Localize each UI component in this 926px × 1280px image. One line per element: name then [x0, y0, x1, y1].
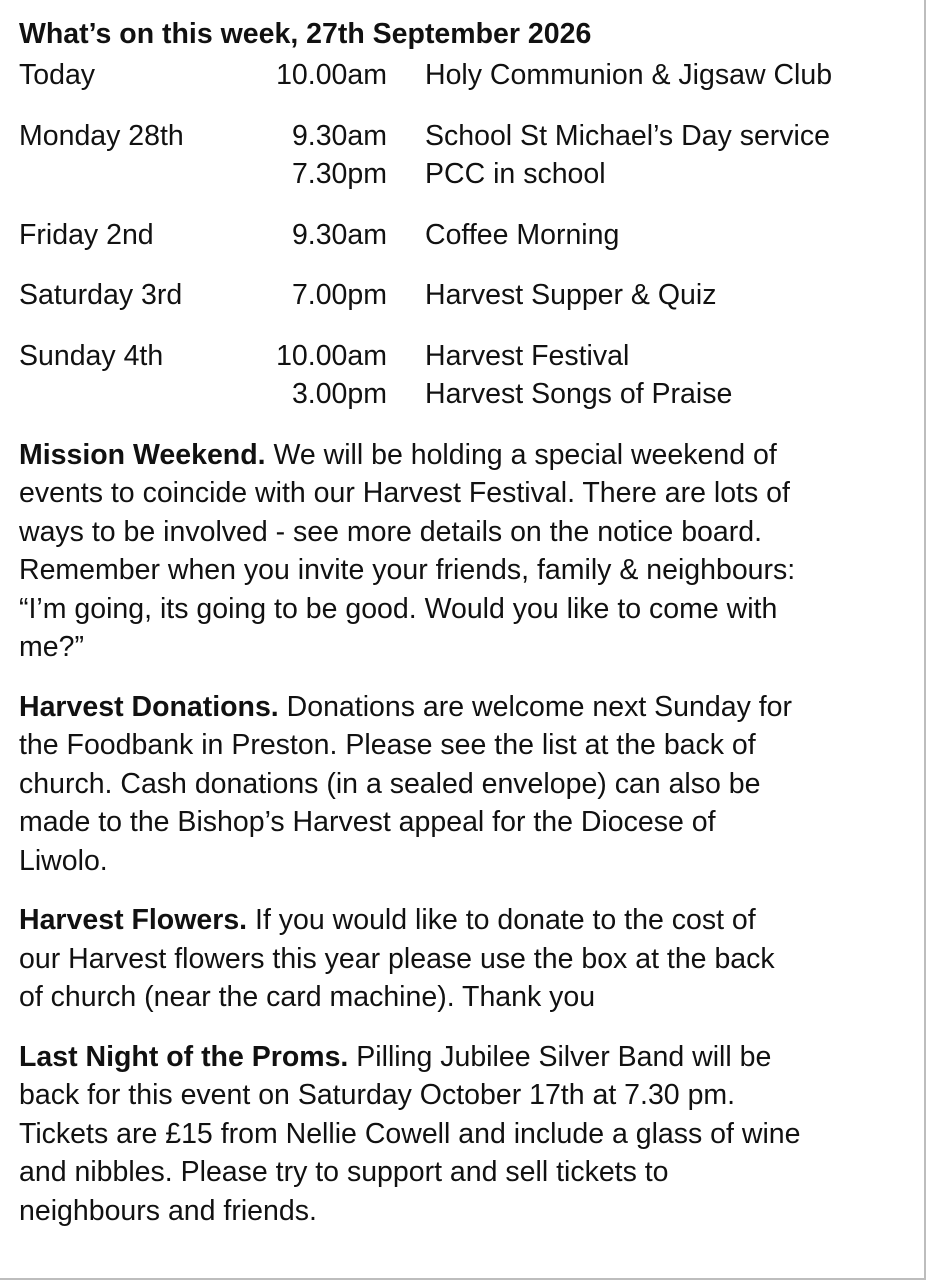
schedule-event: School St Michael’s Day service: [425, 119, 830, 152]
schedule-day-label: Today: [19, 59, 96, 91]
notice-text-line: Donations are welcome next Sunday for: [278, 690, 793, 723]
schedule-day: [19, 276, 899, 315]
notice-text-line: Remember when you invite your friends, family & neighbours:: [19, 554, 796, 586]
schedule-day-label: Sunday 4th: [19, 339, 164, 372]
notice-text-line: made to the Bishop’s Harvest appeal for the Diocese of: [19, 806, 716, 838]
schedule-event: Holy Communion & Jigsaw Club: [425, 59, 833, 91]
schedule-entry: [19, 216, 899, 255]
notice-text-line: the Foodbank in Preston. Please see the list at the back of: [19, 729, 756, 761]
schedule-day-label: Saturday 3rd: [19, 279, 183, 311]
schedule-entry: [19, 375, 899, 414]
notice-harvest-flowers: [19, 901, 899, 1017]
schedule-day: [19, 216, 899, 255]
notice-text-line: “I’m going, its going to be good. Would you like to come with: [19, 592, 778, 625]
schedule-day: [19, 56, 899, 95]
schedule-event: Harvest Supper & Quiz: [425, 279, 717, 311]
notice-text-line: ways to be involved - see more details on the notice board.: [19, 515, 763, 548]
notice-text-line: Pilling Jubilee Silver Band will be: [348, 1040, 772, 1073]
notice-title: Harvest Flowers.: [19, 904, 248, 936]
notice-last-night-of-proms: [19, 1038, 899, 1231]
notice-title: Last Night of the Proms.: [19, 1040, 349, 1073]
schedule-entry: [19, 155, 899, 194]
notice-text-line: Tickets are £15 from Nellie Cowell and include a glass of wine: [19, 1117, 801, 1150]
newsletter: [19, 12, 899, 1251]
notice-text-line: Liwolo.: [19, 844, 108, 877]
schedule-event: Harvest Festival: [425, 339, 630, 372]
schedule-entry: [19, 276, 899, 315]
notice-text-line: neighbours and friends.: [19, 1194, 317, 1227]
notice-text-line: We will be holding a special weekend of: [265, 438, 777, 471]
schedule-time: 10.00am: [276, 339, 387, 372]
schedule-time: 9.30am: [291, 218, 387, 251]
notice-text-line: our Harvest flowers this year please use the box at the back: [19, 942, 775, 975]
schedule-event: PCC in school: [425, 158, 606, 190]
schedule-entry: [19, 337, 899, 376]
notice-mission-weekend: [19, 436, 899, 667]
schedule-day: [19, 117, 899, 194]
page-title: What’s on this week, 27th September 2026: [19, 18, 592, 50]
notice-text-line: If you would like to donate to the cost of: [247, 904, 756, 936]
notice-title: Harvest Donations.: [19, 690, 279, 723]
notice-text-line: events to coincide with our Harvest Festival. There are lots of: [19, 477, 790, 509]
notice-text-line: church. Cash donations (in a sealed envelope) can also be: [19, 767, 761, 800]
notice-text-line: of church (near the card machine). Thank you: [19, 981, 596, 1013]
schedule-entry: [19, 56, 899, 95]
schedule-day-label: Monday 28th: [19, 119, 184, 152]
notice-harvest-donations: [19, 688, 899, 881]
schedule-time: 10.00am: [276, 59, 387, 91]
schedule-entry: [19, 117, 899, 156]
notice-text-line: and nibbles. Please try to support and sell tickets to: [19, 1156, 669, 1188]
notice-text-line: me?”: [19, 631, 84, 663]
schedule-day-label: Friday 2nd: [19, 218, 154, 251]
schedule-time: 7.30pm: [291, 158, 387, 190]
notice-title: Mission Weekend.: [19, 438, 266, 471]
schedule-event: Coffee Morning: [425, 218, 620, 251]
weekly-schedule: [19, 56, 899, 414]
notice-text-line: back for this event on Saturday October 17th at 7.30 pm.: [19, 1079, 736, 1111]
schedule-time: 7.00pm: [291, 279, 387, 311]
schedule-event: Harvest Songs of Praise: [425, 378, 733, 410]
schedule-time: 3.00pm: [291, 378, 387, 410]
schedule-day: [19, 337, 899, 414]
schedule-time: 9.30am: [291, 119, 387, 152]
